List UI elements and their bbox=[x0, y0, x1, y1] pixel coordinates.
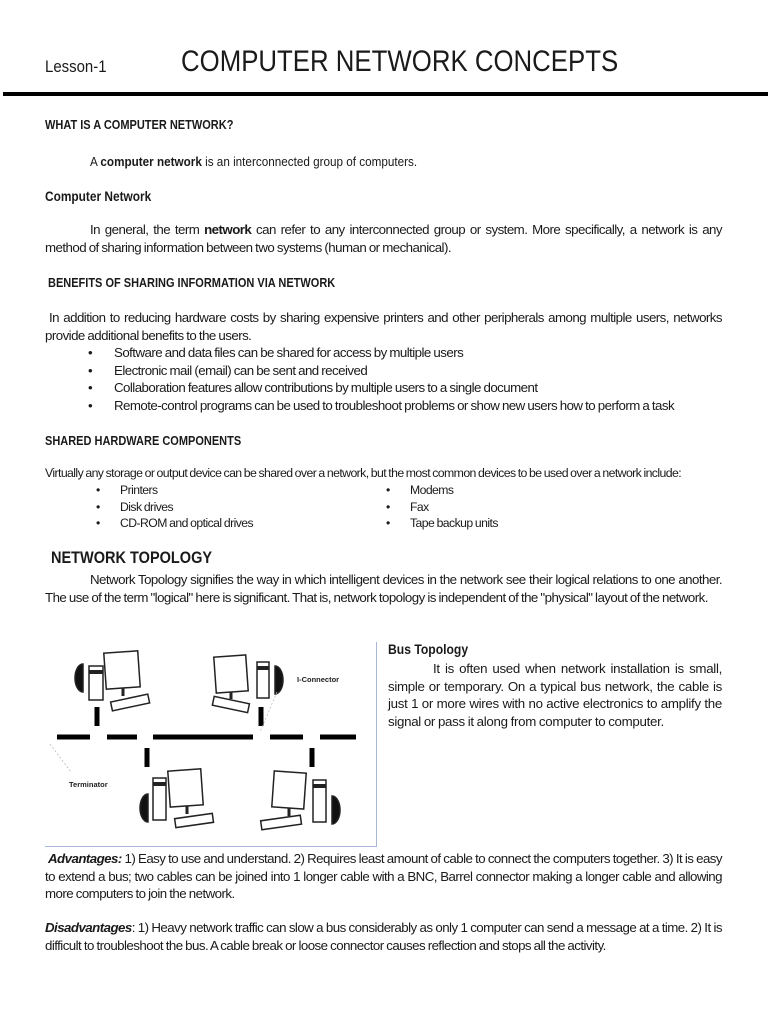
bullet-icon: • bbox=[386, 499, 390, 514]
bullet-icon: • bbox=[386, 483, 390, 497]
advantages-text: 1) Easy to use and understand. 2) Requires least amount of cable to connect the computers together. 3) It is easy to extend a bus; two cables can be joined into 1 longer cable with a BNC, Barrel connector making a longer cable and allowing more computers to join the network. bbox=[45, 851, 722, 901]
bullet-icon: • bbox=[96, 499, 100, 514]
diagram-frame-bottom bbox=[45, 846, 377, 847]
computer-network-paragraph bbox=[45, 221, 722, 256]
definition-suffix: is an interconnected group of computers. bbox=[201, 154, 418, 169]
list-item-text: Electronic mail (email) can be sent and received bbox=[114, 362, 368, 378]
list-item-text: Fax bbox=[410, 499, 429, 514]
hardware-list-right bbox=[386, 482, 498, 532]
hardware-intro: Virtually any storage or output device can be shared over a network, but the most common devices to be used over a network include: bbox=[45, 466, 682, 480]
bus-network-illustration bbox=[45, 640, 377, 847]
bullet-icon: • bbox=[88, 362, 93, 378]
heading-computer-network: Computer Network bbox=[45, 189, 152, 204]
list-item bbox=[88, 397, 674, 415]
bullet-icon: • bbox=[88, 380, 93, 395]
bullet-icon: • bbox=[88, 345, 93, 360]
list-item bbox=[88, 362, 674, 380]
i-connector-label: I-Connector bbox=[297, 675, 340, 684]
header-divider bbox=[3, 92, 768, 96]
disadvantages-text: : 1) Heavy network traffic can slow a bus considerably as only 1 computer can send a message at a time. 2) It is difficult to troubleshoot the bus. A cable break or loose connector causes reflection and stops all the activity. bbox=[45, 920, 722, 953]
list-item-text: Printers bbox=[120, 483, 158, 497]
advantages-paragraph bbox=[45, 850, 722, 903]
list-item bbox=[96, 482, 253, 499]
bullet-icon: • bbox=[88, 397, 93, 413]
para-prefix: In general, the term bbox=[90, 222, 205, 237]
definition-prefix: A bbox=[90, 154, 101, 169]
definition-text bbox=[90, 153, 417, 171]
hardware-list-left bbox=[96, 482, 253, 532]
topology-paragraph: Network Topology signifies the way in which intelligent devices in the network see their logical relations to one another. The use of the term "logical" here is significant. That is, network topology is independent of the "physical" layout of the network. bbox=[45, 572, 722, 605]
list-item bbox=[96, 515, 253, 532]
list-item bbox=[96, 499, 253, 516]
heading-network-topology: NETWORK TOPOLOGY bbox=[51, 549, 213, 567]
page-title: COMPUTER NETWORK CONCEPTS bbox=[181, 45, 619, 78]
advantages-label: Advantages: bbox=[48, 851, 122, 866]
list-item-text: Remote-control programs can be used to troubleshoot problems or show new users how to perform a task bbox=[114, 397, 675, 413]
list-item-text: CD-ROM and optical drives bbox=[120, 516, 254, 530]
list-item-text: Disk drives bbox=[120, 499, 174, 514]
list-item-text: Tape backup units bbox=[410, 516, 498, 530]
para-term: network bbox=[204, 222, 252, 237]
disadvantages-label: Disadvantages bbox=[45, 920, 132, 935]
list-item-text: Software and data files can be shared for access by multiple users bbox=[114, 345, 464, 360]
heading-shared-hardware: SHARED HARDWARE COMPONENTS bbox=[45, 434, 242, 448]
bus-topology-diagram bbox=[45, 640, 377, 847]
heading-what-is-network: WHAT IS A COMPUTER NETWORK? bbox=[45, 118, 234, 132]
list-item bbox=[88, 379, 674, 397]
definition-term: computer network bbox=[100, 154, 202, 169]
bullet-icon: • bbox=[96, 483, 100, 497]
list-item bbox=[88, 344, 674, 362]
terminator-label: Terminator bbox=[69, 780, 108, 789]
disadvantages-paragraph bbox=[45, 919, 722, 954]
bullet-icon: • bbox=[386, 516, 390, 530]
list-item bbox=[386, 499, 498, 516]
benefits-list bbox=[88, 344, 674, 414]
list-item bbox=[386, 515, 498, 532]
heading-benefits: BENEFITS OF SHARING INFORMATION VIA NETWORK bbox=[48, 276, 336, 290]
bus-topology-paragraph: It is often used when network installation is small, simple or temporary. On a typical bus network, the cable is just 1 or more wires with no active electronics to amplify the signal or pass it along from computer to computer. bbox=[388, 661, 722, 729]
list-item-text: Collaboration features allow contributions by multiple users to a single document bbox=[114, 380, 538, 395]
benefits-intro: In addition to reducing hardware costs by sharing expensive printers and other peripherals among multiple users, networks provide additional benefits to the users. bbox=[45, 310, 722, 343]
diagram-frame-right bbox=[376, 642, 377, 847]
bullet-icon: • bbox=[96, 516, 100, 530]
para-suffix: can refer to any interconnected group or system. More specifically, a network is any method of sharing information between two systems (human or mechanical). bbox=[45, 222, 722, 255]
list-item-text: Modems bbox=[410, 483, 454, 497]
lesson-label: Lesson-1 bbox=[45, 57, 107, 76]
list-item bbox=[386, 482, 498, 499]
heading-bus-topology: Bus Topology bbox=[388, 642, 469, 657]
